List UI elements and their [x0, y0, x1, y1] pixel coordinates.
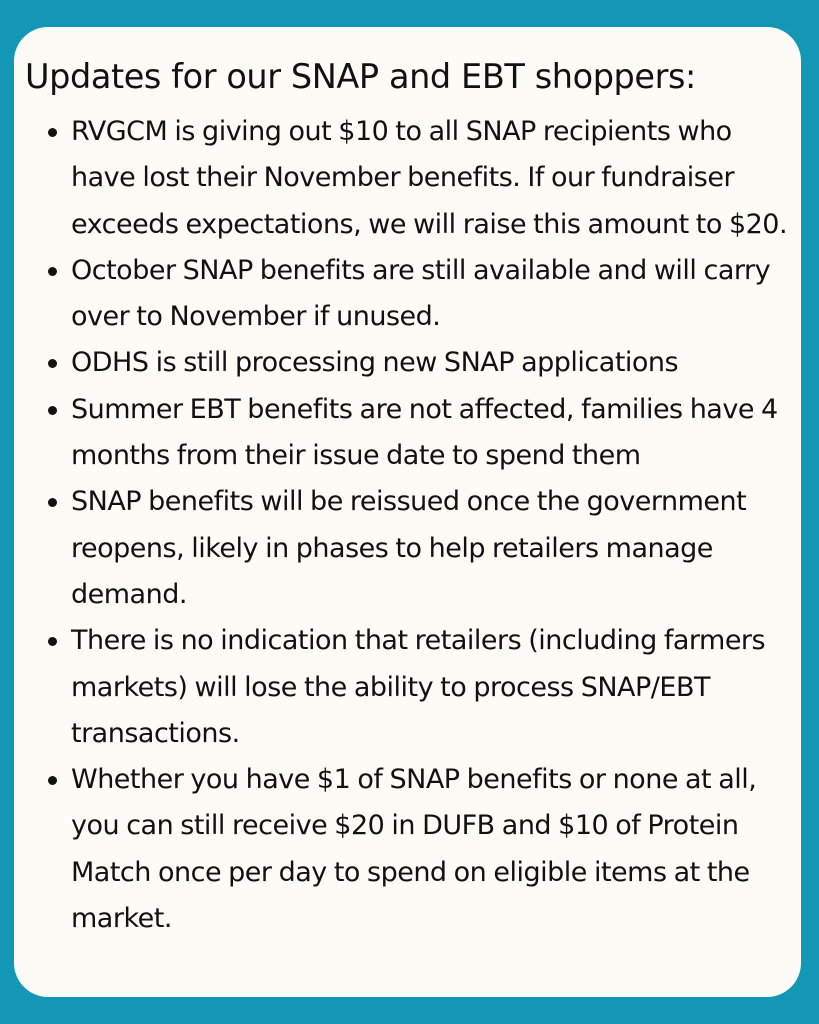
bullet-icon [48, 637, 57, 646]
list-item [14, 340, 801, 386]
list-item [14, 618, 801, 757]
bullet-icon [48, 267, 57, 276]
list-item-text: October SNAP benefits are still available and will carry over to November if unused. [71, 254, 771, 333]
bullet-icon [48, 359, 57, 368]
list-item [14, 757, 801, 942]
list-item-text: Summer EBT benefits are not affected, families have 4 months from their issue date to spend them [71, 393, 778, 472]
list-item [14, 248, 801, 341]
updates-card [14, 27, 801, 997]
bullet-icon [48, 128, 57, 137]
list-item-text: ODHS is still processing new SNAP applications [71, 347, 679, 379]
list-item-text: There is no indication that retailers (including farmers markets) will lose the ability to process SNAP/EBT transactions. [71, 625, 766, 749]
bullet-icon [48, 776, 57, 785]
bullet-icon [48, 406, 57, 415]
bullet-icon [48, 498, 57, 507]
list-item [14, 109, 801, 248]
list-item-text: SNAP benefits will be reissued once the government reopens, likely in phases to help retailers manage demand. [71, 486, 747, 610]
list-item-text: RVGCM is giving out $10 to all SNAP recipients who have lost their November benefits. If our fundraiser exceeds expectations, we will raise this amount to $20. [71, 116, 788, 240]
list-item-text: Whether you have $1 of SNAP benefits or none at all, you can still receive $20 in DUFB and $10 of Protein Match once per day to spend on eligible items at the market. [71, 764, 757, 935]
updates-list [14, 109, 801, 942]
list-item [14, 387, 801, 480]
page-title: Updates for our SNAP and EBT shoppers: [25, 57, 696, 96]
list-item [14, 479, 801, 618]
